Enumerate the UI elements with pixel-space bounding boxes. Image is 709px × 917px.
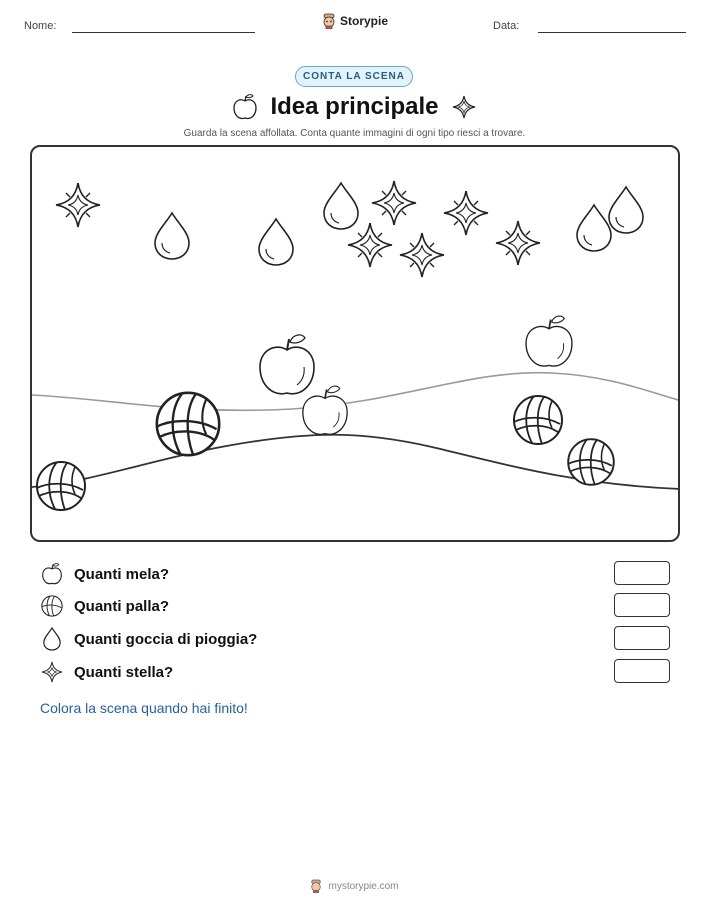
question-apple: [40, 561, 670, 587]
question-text: Quanti mela?: [74, 565, 170, 583]
apple-2: [303, 386, 347, 434]
brand-logo: [322, 13, 388, 29]
star-3: [444, 191, 488, 235]
raindrop-4: [577, 205, 611, 251]
name-line[interactable]: [72, 32, 255, 33]
question-ball: [40, 593, 670, 619]
page-title: Idea principale: [270, 93, 439, 120]
ball-3: [514, 396, 562, 444]
raindrop-3: [324, 183, 358, 229]
question-star: [40, 659, 670, 685]
answer-box-ball[interactable]: [614, 593, 670, 617]
ball-icon: [40, 594, 64, 618]
storypie-mascot-icon: [310, 879, 322, 893]
apple-icon: [40, 562, 64, 586]
ball-1: [157, 393, 219, 455]
star-2: [372, 181, 416, 225]
apple-3: [526, 316, 572, 366]
date-line[interactable]: [538, 32, 686, 33]
name-label: Nome:: [24, 20, 57, 32]
counting-scene: [30, 145, 680, 542]
answer-box-apple[interactable]: [614, 561, 670, 585]
answer-box-star[interactable]: [614, 659, 670, 683]
apple-icon: [232, 93, 258, 121]
question-text: Quanti palla?: [74, 597, 170, 615]
answer-box-raindrop[interactable]: [614, 626, 670, 650]
title-row: [0, 90, 709, 124]
raindrop-5: [609, 187, 643, 233]
question-text: Quanti goccia di pioggia?: [74, 630, 258, 648]
apple-1: [260, 335, 314, 394]
sparkle-star-icon: [451, 94, 477, 120]
back-hill-line: [32, 373, 680, 411]
section-badge: CONTA LA SCENA: [295, 66, 413, 87]
ball-4: [568, 439, 614, 485]
brand-name: Storypie: [340, 14, 389, 28]
star-icon: [40, 660, 64, 684]
raindrop-icon: [40, 627, 64, 651]
star-4: [348, 223, 392, 267]
footer-url[interactable]: mystorypie.com: [328, 880, 399, 892]
star-6: [496, 221, 540, 265]
ball-2: [37, 462, 85, 510]
instructions: Guarda la scena affollata. Conta quante immagini di ogni tipo riesci a trovare.: [183, 128, 526, 139]
question-text: Quanti stella?: [74, 663, 174, 681]
raindrop-2: [259, 219, 293, 265]
scene-illustration: [32, 147, 680, 542]
raindrop-1: [155, 213, 189, 259]
date-label: Data:: [493, 20, 520, 32]
star-5: [400, 233, 444, 277]
storypie-mascot-icon: [322, 13, 336, 29]
question-raindrop: [40, 626, 670, 652]
footer: [0, 879, 709, 893]
star-1: [56, 183, 100, 227]
coloring-instruction: Colora la scena quando hai finito!: [40, 700, 248, 716]
